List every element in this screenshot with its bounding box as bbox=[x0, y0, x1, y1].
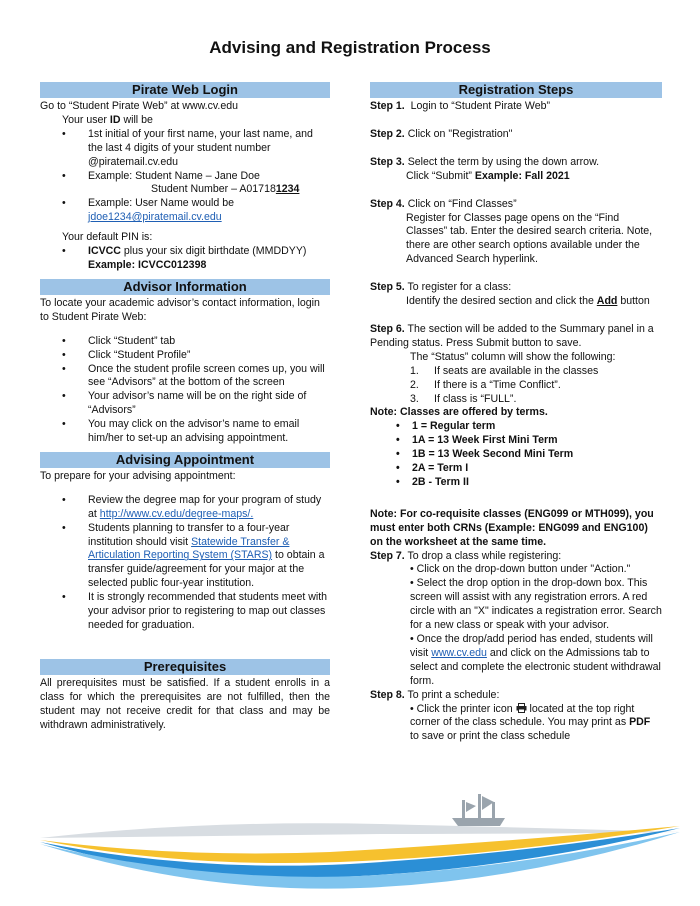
advisor-intro: To locate your academic advisor’s contact information, login to Student Pirate Web: bbox=[40, 296, 320, 323]
list-item: • Your advisor’s name will be on the right side of “Advisors” bbox=[40, 390, 330, 418]
step-7-drop: • Select the drop option in the drop-down box. This screen will assist with any registration errors. A red circle with an "X" indicates a registration error. Search for a new class or speak with your advisor. bbox=[410, 577, 662, 632]
footer-wave-graphic bbox=[0, 790, 700, 900]
corequisite-note: Note: For co-requisite classes (ENG099 or MTH099), you must enter both CRNs (Example: ENG099 and ENG100) on the worksheet at the same time. bbox=[370, 507, 654, 548]
advisor-list bbox=[40, 335, 330, 446]
pin-line: Your default PIN is: bbox=[62, 231, 153, 244]
page-title: Advising and Registration Process bbox=[209, 38, 491, 57]
degree-map-item: • Review the degree map for your program of study at http://www.cv.edu/degree-maps/. bbox=[40, 494, 330, 522]
step-5: Step 5. To register for a class: bbox=[370, 281, 512, 294]
pin-rule: • ICVCC plus your six digit birthdate (MMDDYY) Example: ICVCC012398 bbox=[40, 245, 330, 273]
appointment-intro: To prepare for your advising appointment: bbox=[40, 469, 236, 482]
step-3-submit: Click “Submit” Example: Fall 2021 bbox=[406, 169, 570, 182]
step-4: Step 4. Click on “Find Classes” bbox=[370, 197, 517, 210]
list-item: • 1 = Regular term bbox=[370, 420, 662, 434]
userid-rule: • 1st initial of your first name, your last name, and the last 4 digits of your student number @piratemail.cv.edu bbox=[40, 128, 330, 170]
advisor-info-header: Advisor Information bbox=[40, 279, 330, 295]
step-2: Step 2. Click on "Registration" bbox=[370, 127, 513, 140]
list-item: • You may click on the advisor’s name to email him/her to set-up an advising appointment. bbox=[40, 418, 330, 446]
degree-maps-link[interactable]: http://www.cv.edu/degree-maps/. bbox=[99, 507, 254, 520]
step-7-withdraw: • Once the drop/add period has ended, students will visit www.cv.edu and click on the Admissions tab to select and complete the electronic student withdrawal form. bbox=[410, 633, 661, 687]
cv-edu-link[interactable]: www.cv.edu bbox=[431, 646, 487, 659]
list-item: 1. If seats are available in the classes bbox=[410, 364, 599, 377]
list-item: • Click “Student” tab bbox=[40, 335, 330, 349]
list-item: • 2A = Term I bbox=[370, 462, 662, 476]
pirate-intro: Go to “Student Pirate Web” at www.cv.edu bbox=[40, 100, 239, 112]
list-item: • 1A = 13 Week First Mini Term bbox=[370, 434, 662, 448]
step-1: Step 1. Login to “Student Pirate Web” bbox=[370, 100, 551, 112]
transfer-item: • Students planning to transfer to a four-year institution should visit Statewide Transfer & Articulation Reporting System (STARS) to obtain a transfer guide/agreement for your major at the selected public four-year institution. bbox=[40, 522, 330, 592]
list-item: • 1B = 13 Week Second Mini Term bbox=[370, 448, 662, 462]
example-username: • Example: User Name would be jdoe1234@piratemail.cv.edu bbox=[40, 197, 330, 225]
step-7: Step 7. To drop a class while registering: bbox=[370, 549, 562, 562]
list-item: 3. If class is “FULL”. bbox=[410, 392, 517, 405]
step-6-status: The “Status” column will show the following: bbox=[410, 350, 616, 363]
left-column bbox=[40, 82, 330, 733]
step-8: Step 8. To print a schedule: bbox=[370, 688, 500, 701]
step-3: Step 3. Select the term by using the down arrow. bbox=[370, 155, 600, 168]
list-item: 2. If there is a “Time Conflict”. bbox=[410, 378, 561, 391]
pirate-web-header: Pirate Web Login bbox=[40, 82, 330, 98]
add-button-text: Add bbox=[596, 295, 618, 308]
step-7-action: • Click on the drop-down button under "Action." bbox=[410, 563, 631, 576]
ship-icon bbox=[452, 794, 505, 830]
list-item: • 2B - Term II bbox=[370, 476, 662, 490]
printer-icon bbox=[516, 703, 527, 713]
terms-note: Note: Classes are offered by terms. bbox=[370, 406, 548, 419]
status-list bbox=[370, 365, 662, 407]
userid-line: Your user ID will be bbox=[62, 113, 153, 126]
advisor-meet-item: • It is strongly recommended that students meet with your advisor prior to registering to map out classes needed for graduation. bbox=[40, 591, 330, 633]
terms-list bbox=[370, 420, 662, 490]
stars-link[interactable]: Statewide Transfer & Articulation Reporting System (STARS) bbox=[88, 535, 290, 562]
step-6: Step 6. The section will be added to the Summary panel in a Pending status. Press Submit button to save. bbox=[370, 322, 654, 349]
prerequisites-header: Prerequisites bbox=[40, 659, 330, 675]
advising-appointment-header: Advising Appointment bbox=[40, 452, 330, 468]
list-item: • Once the student profile screen comes up, you will see “Advisors” at the bottom of the screen bbox=[40, 363, 330, 391]
example-email-link[interactable]: jdoe1234@piratemail.cv.edu bbox=[88, 211, 222, 224]
right-column bbox=[370, 82, 662, 744]
prerequisites-text: All prerequisites must be satisfied. If a student enrolls in a class for which the prerequisites are not fulfilled, then the student may not receive credit for that class and may be withdrawn administratively. bbox=[40, 676, 330, 731]
step-8-print: • Click the printer icon located at the top right corner of the class schedule. You may print as PDF to save or print the class schedule bbox=[410, 702, 651, 743]
list-item: • Click “Student Profile” bbox=[40, 349, 330, 363]
example-name: • Example: Student Name – Jane Doe Student Number – A017181234 bbox=[40, 170, 330, 198]
step-4-body: Register for Classes page opens on the “Find Classes” tab. Enter the desired search criteria. Note, there are other search options available under the Advanced Search hyperlink. bbox=[406, 211, 653, 266]
step-5-body: Identify the desired section and click the Add button bbox=[406, 295, 650, 308]
registration-steps-header: Registration Steps bbox=[370, 82, 662, 98]
